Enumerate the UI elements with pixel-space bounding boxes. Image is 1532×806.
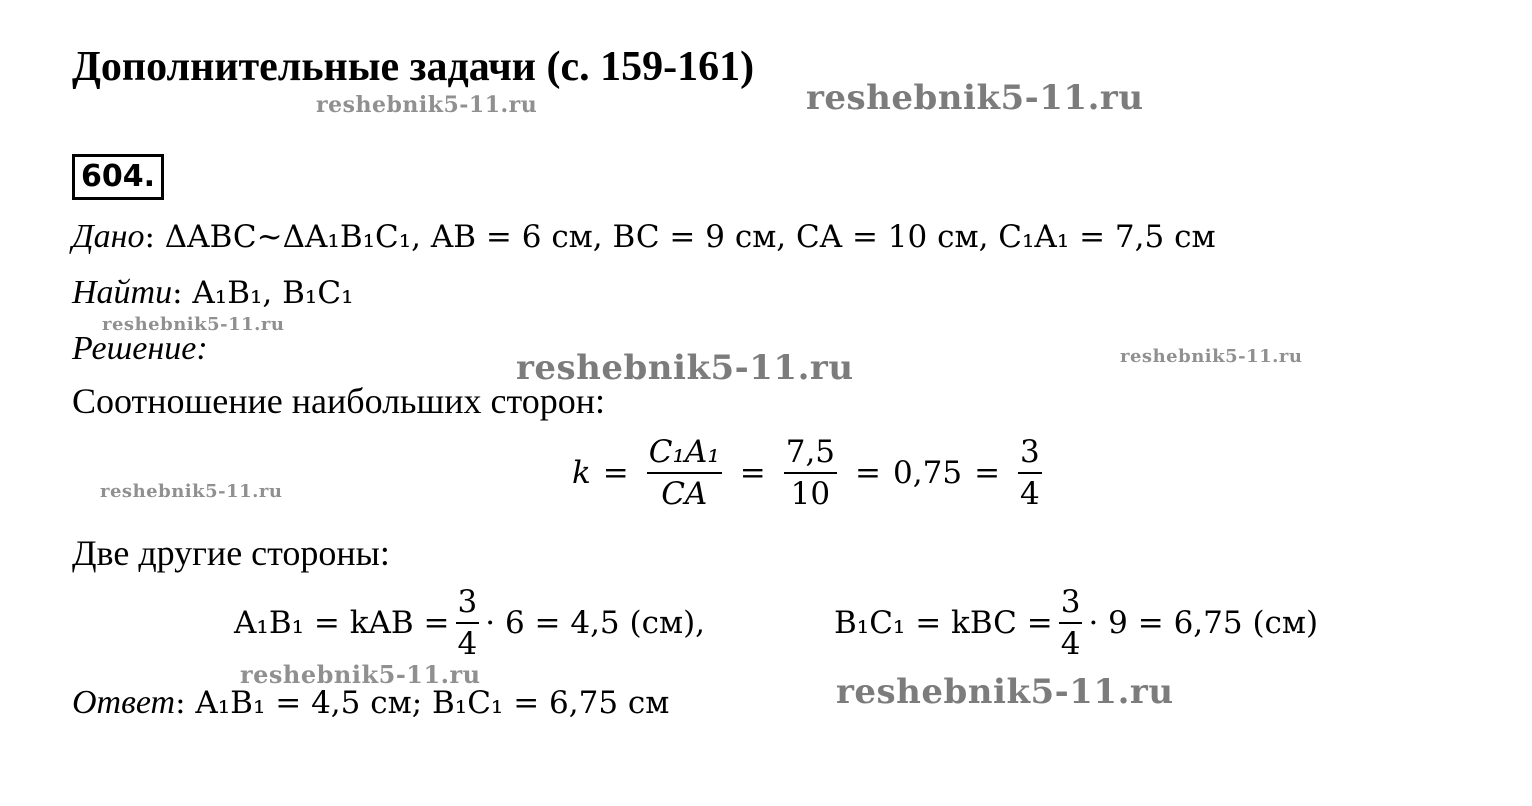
solution-colon: : — [196, 330, 208, 367]
equation-a1b1 — [234, 582, 705, 664]
solution-label: Решение — [72, 330, 197, 367]
given-line — [72, 214, 1216, 266]
find-label: Найти — [72, 274, 173, 311]
equation-lhs: A₁B₁ = kAB = — [234, 605, 450, 641]
equals-sign: = — [855, 455, 882, 491]
equation-rhs: · 6 = 4,5 (см), — [485, 605, 706, 641]
ratio-equation — [572, 432, 1048, 514]
find-text: : A₁B₁, B₁C₁ — [172, 275, 354, 311]
equals-sign: = — [602, 455, 629, 491]
solution-line — [72, 326, 208, 378]
decimal-value: 0,75 — [893, 455, 963, 491]
watermark: reshebnik5-11.ru — [1120, 346, 1303, 367]
fraction-3-4 — [1059, 582, 1083, 664]
answer-text: : A₁B₁ = 4,5 см; B₁C₁ = 6,75 см — [175, 685, 670, 721]
fraction-numerator: 3 — [1060, 584, 1081, 620]
fraction-denominator: 4 — [1060, 626, 1081, 662]
fraction-numerator: 3 — [457, 584, 478, 620]
fraction-c1a1-ca — [647, 432, 722, 514]
equation-rhs: · 9 = 6,75 (см) — [1088, 605, 1319, 641]
fraction-3-4 — [1018, 432, 1042, 514]
fraction-7-5-10 — [784, 432, 837, 514]
watermark: reshebnik5-11.ru — [836, 672, 1174, 712]
watermark: reshebnik5-11.ru — [240, 660, 481, 689]
k-symbol: k — [572, 455, 591, 491]
watermark: reshebnik5-11.ru — [102, 314, 285, 335]
fraction-denominator: 4 — [1020, 476, 1040, 512]
answer-label: Ответ — [72, 684, 176, 721]
equation-lhs: B₁C₁ = kBC = — [834, 605, 1053, 641]
answer-line — [72, 680, 669, 732]
fraction-denominator: 4 — [457, 626, 478, 662]
watermark: reshebnik5-11.ru — [806, 78, 1144, 118]
fraction-numerator: 3 — [1020, 434, 1040, 470]
watermark: reshebnik5-11.ru — [100, 481, 283, 502]
page-title: Дополнительные задачи (с. 159-161) — [72, 44, 755, 90]
fraction-3-4 — [456, 582, 480, 664]
equals-sign: = — [974, 455, 1001, 491]
fraction-numerator: C₁A₁ — [648, 434, 720, 470]
ratio-text: Соотношение наибольших сторон: — [72, 381, 605, 421]
fraction-denominator: CA — [661, 476, 708, 512]
equation-b1c1 — [834, 582, 1318, 664]
fraction-numerator: 7,5 — [785, 434, 836, 470]
fraction-denominator: 10 — [790, 476, 831, 512]
watermark: reshebnik5-11.ru — [316, 92, 538, 118]
find-line — [72, 270, 354, 322]
watermark: reshebnik5-11.ru — [516, 348, 854, 388]
other-sides-text: Две другие стороны: — [72, 533, 390, 573]
given-text: : ΔABC~ΔA₁B₁C₁, AB = 6 см, BC = 9 см, CA = 10 см, C₁A₁ = 7,5 см — [144, 219, 1216, 255]
given-label: Дано — [72, 218, 145, 255]
equals-sign: = — [739, 455, 766, 491]
problem-number-box: 604. — [72, 154, 164, 200]
